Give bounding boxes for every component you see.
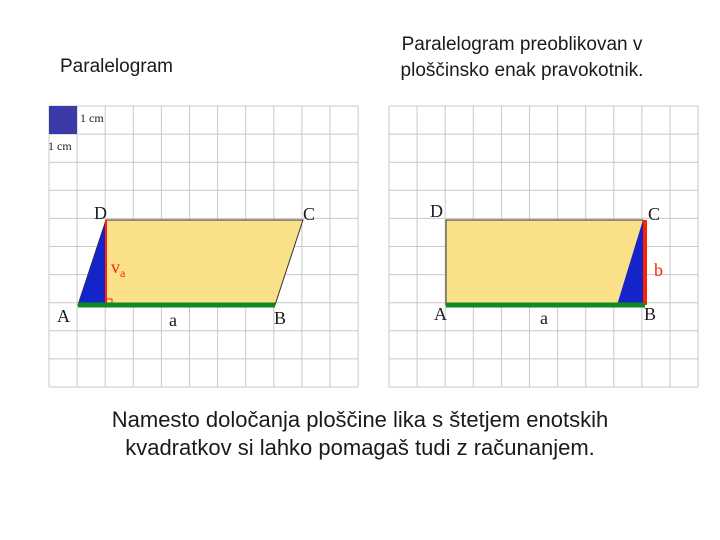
rectangle-vertex-c: C <box>648 204 661 224</box>
rectangle-vertex-d: D <box>430 201 443 221</box>
unit-square <box>49 106 77 134</box>
rectangle-side-label: b <box>654 260 663 280</box>
rectangle-vertex-b: B <box>644 304 657 324</box>
parallelogram-vertex-b: B <box>274 308 287 328</box>
rectangle-vertex-a: A <box>434 304 447 324</box>
left-title: Paralelogram <box>60 56 173 77</box>
right-title: Paralelogram preoblikovan v ploščinsko enak pravokotnik. <box>400 34 644 81</box>
unit-label-horizontal: 1 cm <box>80 111 104 125</box>
parallelogram-vertex-c: C <box>303 204 316 224</box>
rectangle-shape <box>446 220 643 305</box>
parallelogram-height-label: $v_a$ <box>111 257 126 280</box>
parallelogram-base-label: a <box>169 310 177 330</box>
parallelogram-vertex-d: D <box>94 203 107 223</box>
caption-text: Namesto določanja ploščine lika s štetjem enotskih kvadratkov si lahko pomagaš tudi z računanjem. <box>111 407 609 460</box>
unit-label-vertical: 1 cm <box>48 139 72 153</box>
rectangle-base-label: a <box>540 308 548 328</box>
parallelogram-vertex-a: A <box>57 306 70 326</box>
